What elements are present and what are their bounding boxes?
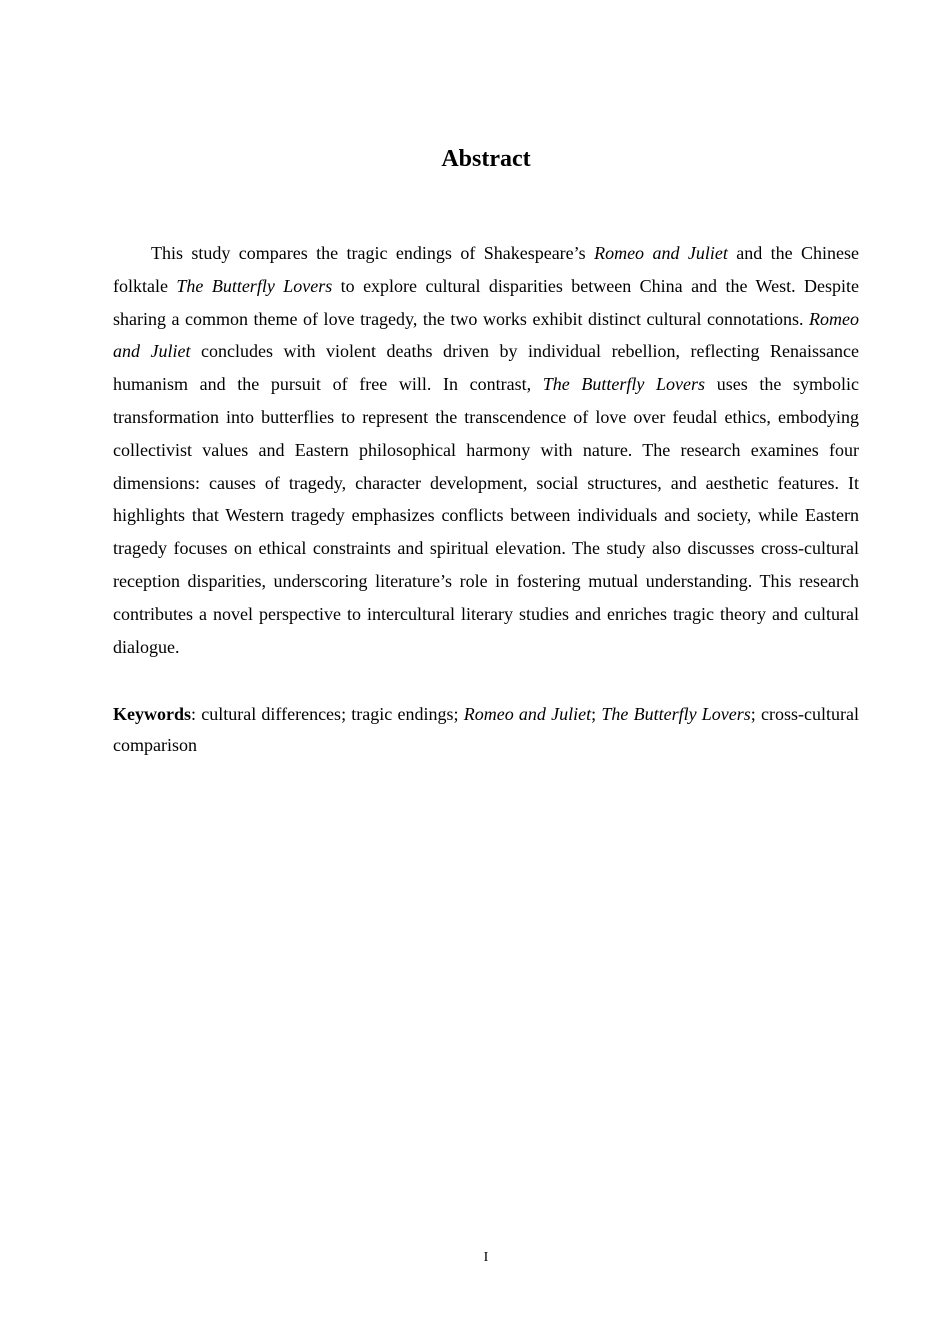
abstract-text: concludes with violent deaths driven by individual rebellion, reflecting Renaissance humanism and the pursuit of free will. In contrast, [113,341,859,395]
work-title-butterfly-lovers: The Butterfly Lovers [542,374,706,395]
page-title: Abstract [441,146,531,172]
keyword-separator: ; [591,704,602,724]
work-title-butterfly-lovers: The Butterfly Lovers [176,275,333,296]
abstract-text: uses the symbolic transformation into butterflies to represent the transcendence of love over feudal ethics, embodying collectivist values and Eastern philosophical harmony with nature. The research examines four dimensions: causes of tragedy, character development, social structures, and aesthetic features. It highlights that Western tragedy emphasizes conflicts between individuals and society, while Eastern tragedy focuses on ethical constraints and spiritual elevation. The study also discusses cross-cultural reception disparities, underscoring literature’s role in fostering mutual understanding. This research contributes a novel perspective to intercultural literary studies and enriches tragic theory and cultural dialogue. [113,374,859,657]
keyword-separator: ; [453,704,464,724]
keyword-item: cultural differences [201,704,342,724]
keywords-label: Keywords [113,704,191,724]
abstract-text: and the Chinese folktale [113,243,860,296]
keywords-section [113,699,859,761]
keyword-item: cross-cultural comparison [113,704,859,755]
work-title-romeo-and-juliet: Romeo and Juliet [594,243,728,263]
abstract-text: This study compares the tragic endings of Shakespeare’s [151,243,595,263]
page-number: I [483,1250,489,1265]
abstract-text: to explore cultural disparities between China and the West. Despite sharing a common theme of love tragedy, the two works exhibit distinct cultural connotations. [113,275,859,329]
keyword-item: tragic endings [351,704,454,724]
abstract-paragraph [113,237,859,663]
work-title-romeo-and-juliet: Romeo and Juliet [113,308,859,362]
keywords-colon: : [191,704,202,724]
keyword-separator: ; [750,704,762,724]
keyword-item: Romeo and Juliet [463,704,592,724]
keyword-separator: ; [341,704,352,724]
keyword-item: The Butterfly Lovers [601,704,751,724]
